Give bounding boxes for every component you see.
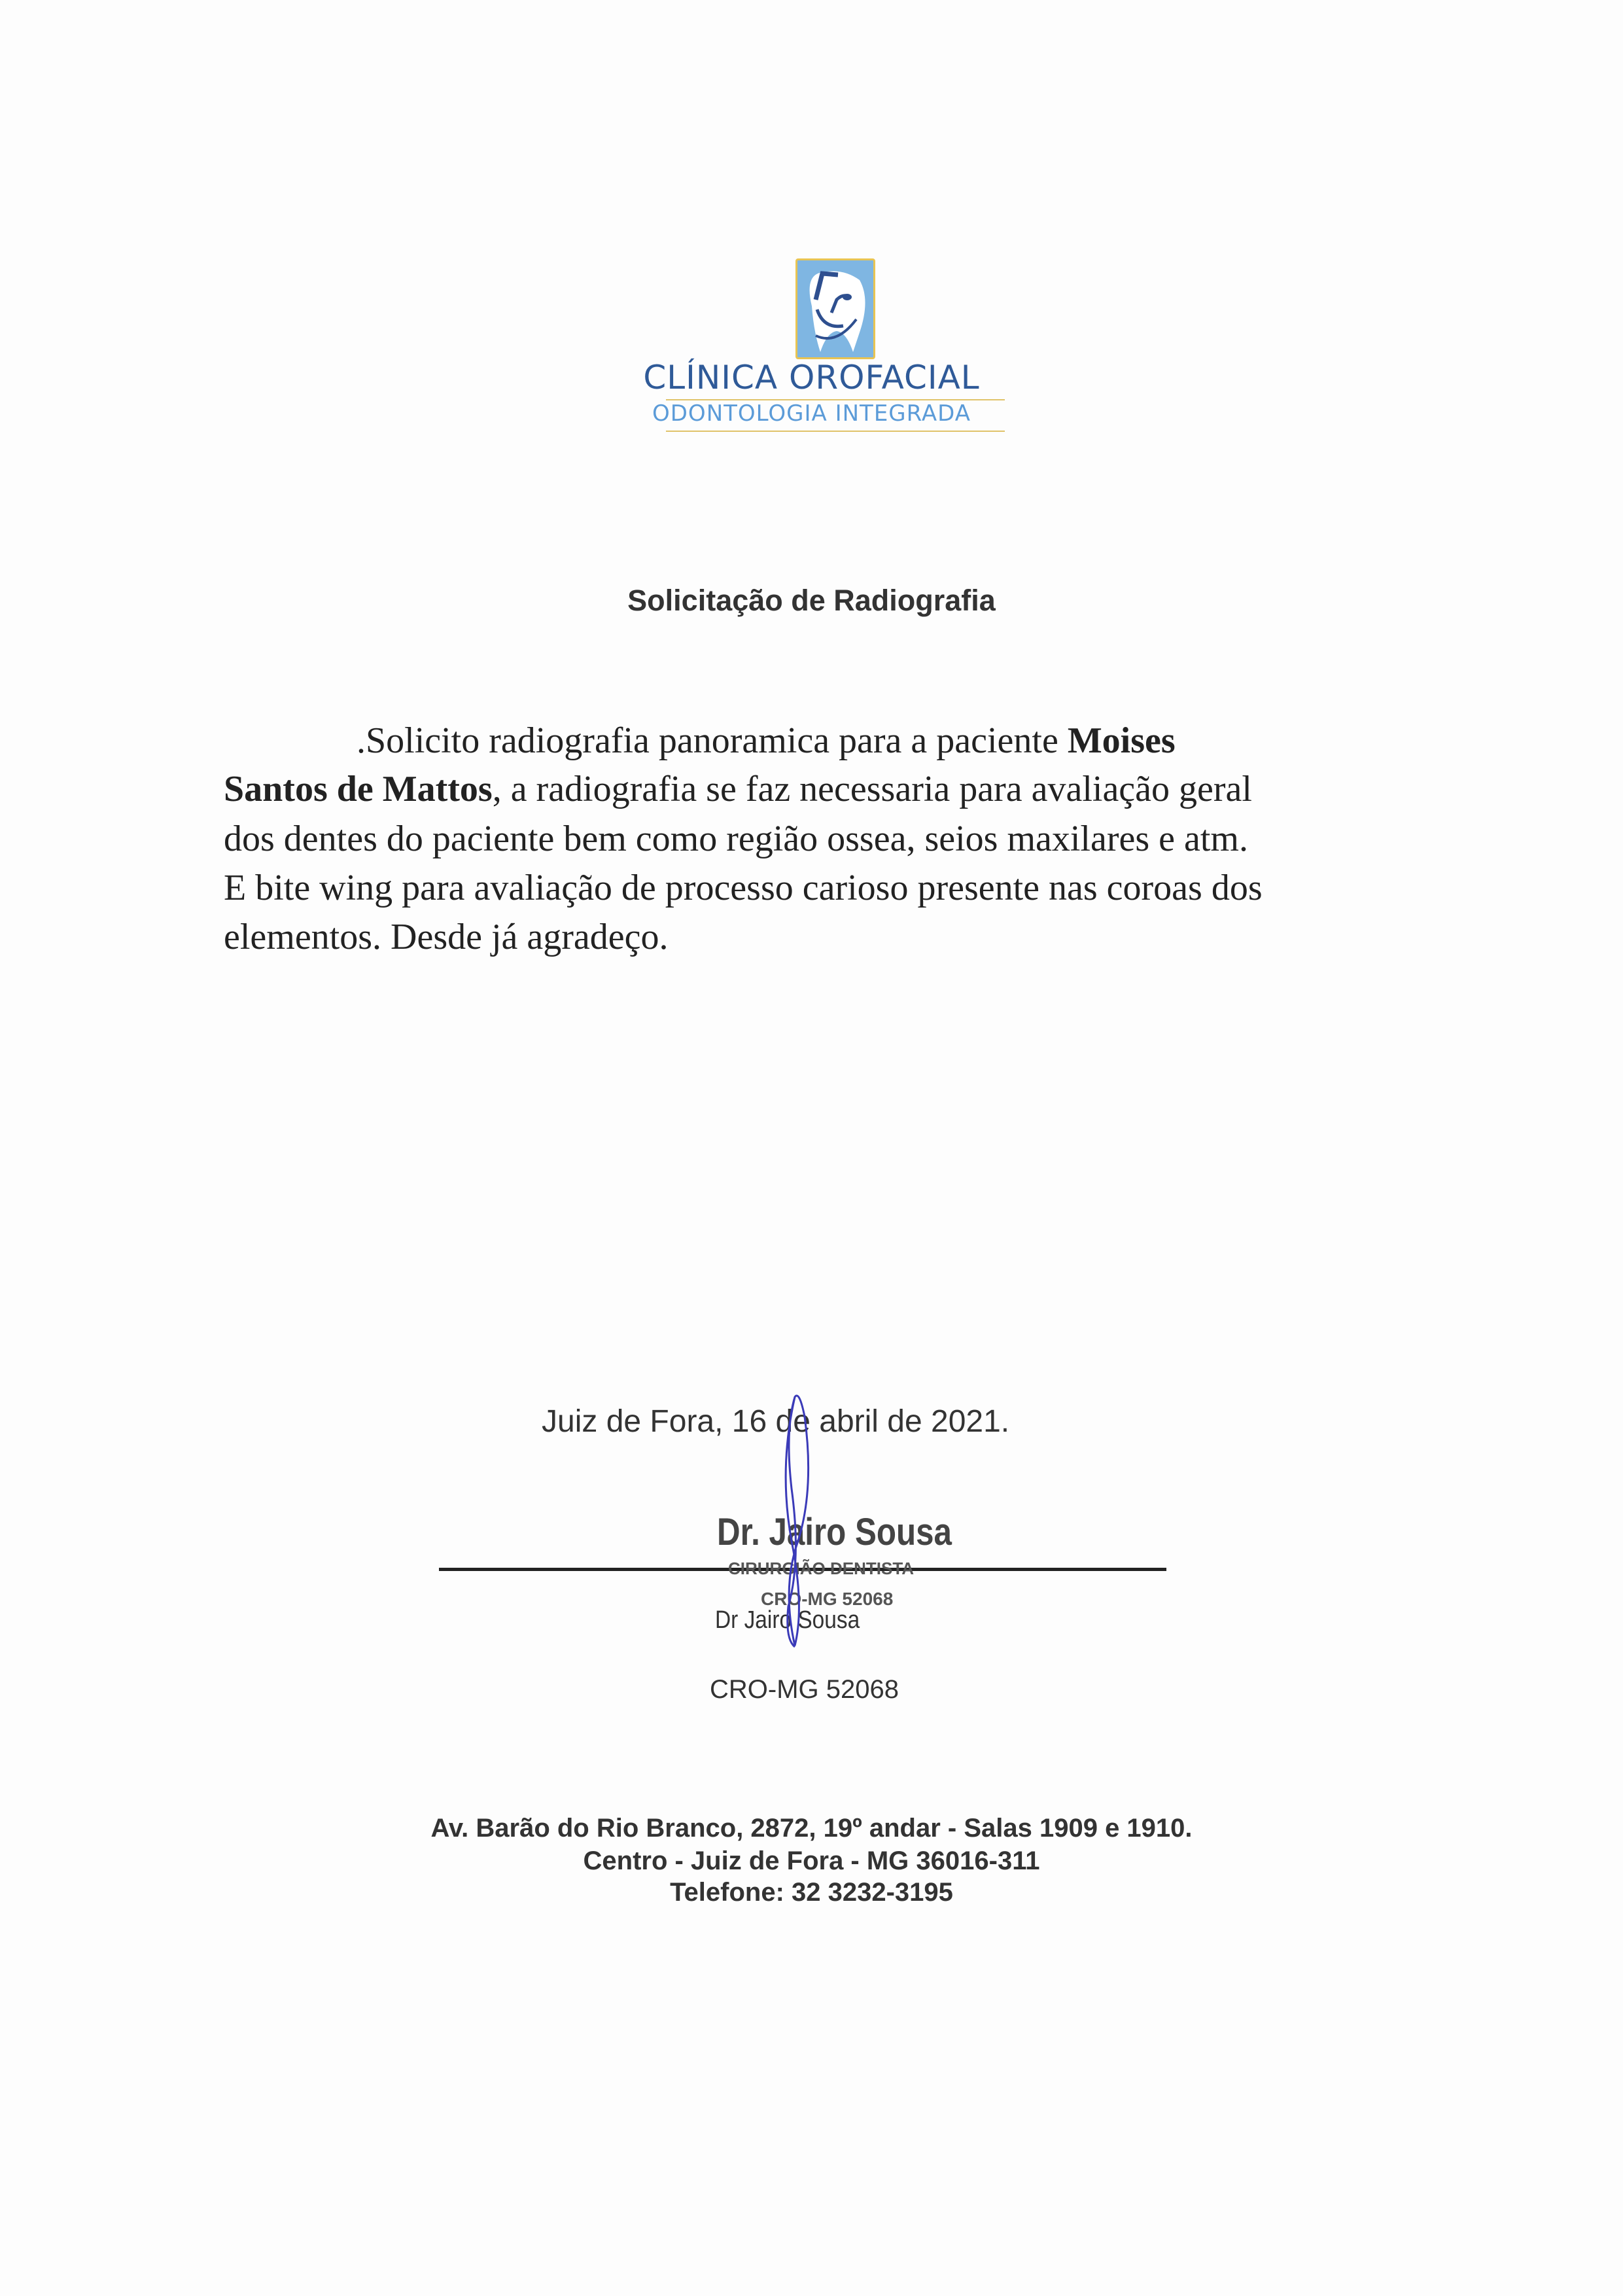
body-text: , a radiografia se faz necessaria para avaliação geral xyxy=(492,769,1252,809)
document-title: Solicitação de Radiografia xyxy=(627,584,996,617)
signer-cro: CRO-MG 52068 xyxy=(710,1675,899,1704)
body-line-4: E bite wing para avaliação de processo carioso presente nas coroas dos xyxy=(224,868,1263,908)
body-line-2 xyxy=(224,768,1252,810)
body-line-5: elementos. Desde já agradeço. xyxy=(224,917,669,957)
date-line: Juiz de Fora, 16 de abril de 2021. xyxy=(542,1404,1010,1439)
patient-name: Santos de Mattos xyxy=(224,769,493,809)
clinic-logo-icon xyxy=(795,258,875,359)
body-line-1 xyxy=(357,720,1176,762)
body-line-3: dos dentes do paciente bem como região ossea, seios maxilares e atm. xyxy=(224,819,1248,859)
stamp-cro: CRO-MG 52068 xyxy=(761,1589,894,1609)
patient-name: Moises xyxy=(1067,720,1176,761)
body-text: .Solicito radiografia panoramica para a paciente xyxy=(357,720,1068,761)
signer-name: Dr Jairo Sousa xyxy=(715,1606,860,1634)
clinic-name: CLÍNICA OROFACIAL xyxy=(643,359,980,397)
stamp-role: CIRURGIÃO DENTISTA xyxy=(728,1559,915,1578)
footer-city: Centro - Juiz de Fora - MG 36016-311 xyxy=(583,1846,1040,1875)
footer-address: Av. Barão do Rio Branco, 2872, 19º andar - Salas 1909 e 1910. xyxy=(430,1814,1193,1843)
handwritten-signature xyxy=(765,1390,844,1652)
stamp-name: Dr. Jairo Sousa xyxy=(717,1511,952,1553)
footer-phone: Telefone: 32 3232-3195 xyxy=(670,1878,953,1907)
logo-divider xyxy=(666,431,1005,432)
clinic-subtitle: ODONTOLOGIA INTEGRADA xyxy=(652,400,971,427)
